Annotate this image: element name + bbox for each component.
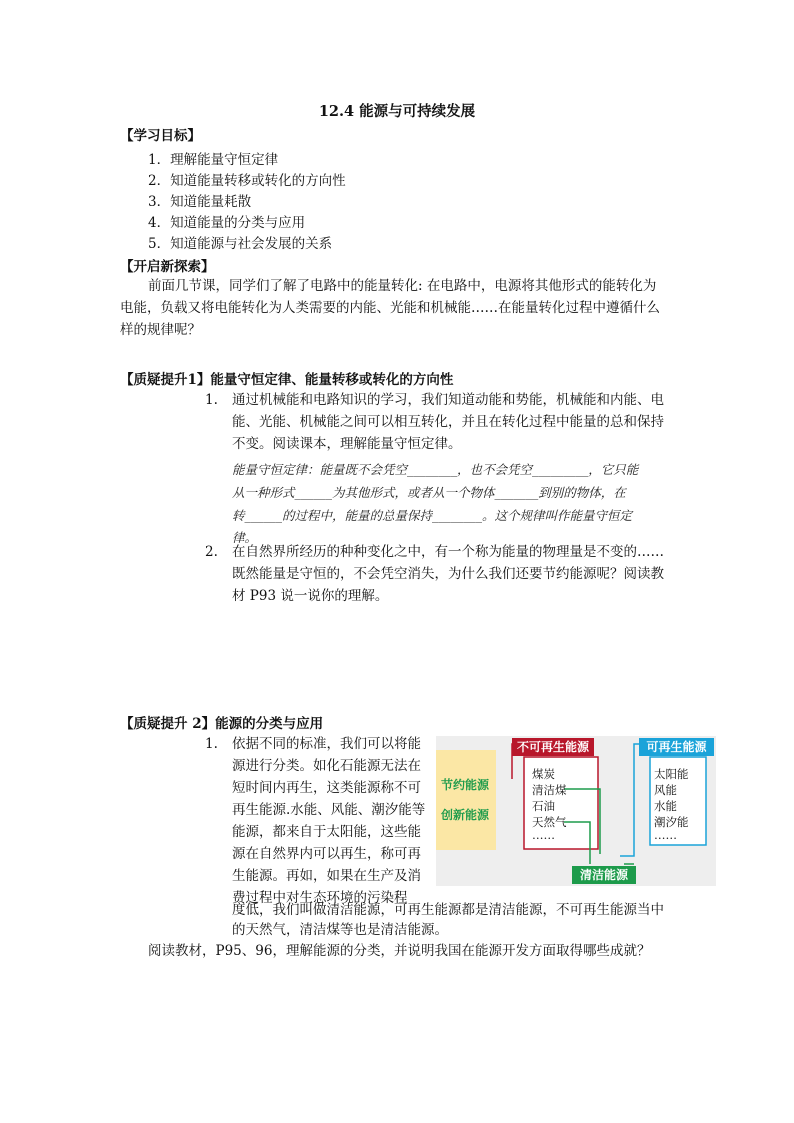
objective-item: 4．知道能量的分类与应用 [148, 215, 306, 231]
section2-line: 度低，我们叫做清洁能源，可再生能源都是清洁能源，不可再生能源当中 [232, 902, 664, 918]
section2-header: 【质疑提升 2】能源的分类与应用 [120, 716, 324, 732]
section1-line: 在自然界所经历的种种变化之中，有一个称为能量的物理量是不变的…… [232, 544, 664, 560]
law-line: 律。 [232, 530, 258, 545]
nonrenewable-label: 不可再生能源 [512, 738, 594, 756]
reading-prompt: 阅读教材，P95、96，理解能源的分类，并说明我国在能源开发方面取得哪些成就？ [148, 943, 651, 959]
section2-line: 费过程中对生态环境的污染程 [232, 890, 408, 906]
nonrenewable-item: 清洁煤 [532, 783, 567, 797]
section1-line: 能、光能、机械能之间可以相互转化，并且在转化过程中能量的总和保持 [232, 414, 664, 430]
renewable-item: 风能 [654, 783, 677, 797]
section2-line: 依据不同的标准，我们可以将能 [232, 736, 421, 752]
section2-line: 源进行分类。如化石能源无法在 [232, 758, 421, 774]
item-number: 1. [205, 736, 218, 752]
law-line: 能量守恒定律：能量既不会凭空________，也不会凭空_________，它只能 [232, 462, 639, 477]
renewable-item: 太阳能 [654, 767, 689, 781]
nonrenewable-item: …… [532, 828, 555, 842]
nonrenewable-item: 天然气 [532, 815, 567, 829]
section2-line: 的天然气，清洁煤等也是清洁能源。 [232, 922, 448, 938]
section1-line: 材 P93 说一说你的理解。 [232, 588, 389, 604]
item-number: 2. [205, 544, 218, 560]
section1-line: 既然能量是守恒的，不会凭空消失，为什么我们还要节约能源呢？阅读教 [232, 566, 664, 582]
section2-line: 短时间内再生，这类能源称不可 [232, 780, 421, 796]
item-number: 1. [205, 392, 218, 408]
explore-header: 【开启新探索】 [120, 259, 215, 275]
innovation-label: 创新能源 [441, 808, 490, 822]
section1-line: 不变。阅读课本，理解能量守恒定律。 [232, 436, 462, 452]
explore-line: 样的规律呢？ [120, 322, 201, 338]
saving-innovation-box [436, 750, 496, 850]
objectives-header: 【学习目标】 [120, 128, 201, 144]
objective-item: 3．知道能量耗散 [148, 194, 252, 210]
renewable-item: 水能 [654, 799, 677, 813]
renewable-item: 潮汐能 [654, 815, 689, 829]
section1-header: 【质疑提升1】能量守恒定律、能量转移或转化的方向性 [120, 372, 454, 388]
renewable-item: …… [654, 828, 677, 842]
objective-item: 2．知道能量转移或转化的方向性 [148, 173, 346, 189]
section2-line: 能源，都来自于太阳能，这些能 [232, 824, 421, 840]
section2-line: 生能源。再如，如果在生产及消 [232, 868, 421, 884]
law-line: 转______的过程中，能量的总量保持________。这个规律叫作能量守恒定 [232, 508, 633, 523]
clean-label: 清洁能源 [572, 866, 636, 884]
law-line: 从一种形式______为其他形式，或者从一个物体_______到别的物体，在 [232, 485, 626, 500]
objective-item: 5．知道能源与社会发展的关系 [148, 236, 333, 252]
renewable-connector [620, 744, 644, 856]
nonrenewable-item: 煤炭 [532, 767, 555, 781]
explore-line: 前面几节课，同学们了解了电路中的能量转化: 在电路中，电源将其他形式的能转化为 [148, 278, 657, 294]
renewable-label: 可再生能源 [639, 738, 714, 756]
objective-item: 1．理解能量守恒定律 [148, 152, 279, 168]
section2-line: 源在自然界内可以再生，称可再 [232, 846, 421, 862]
section1-line: 通过机械能和电路知识的学习，我们知道动能和势能，机械能和内能、电 [232, 392, 664, 408]
energy-classification-diagram [436, 736, 716, 886]
page-title: 12.4 能源与可持续发展 [318, 103, 476, 120]
explore-line: 电能，负载又将电能转化为人类需要的内能、光能和机械能……在能量转化过程中遵循什么 [120, 300, 660, 316]
nonrenewable-item: 石油 [532, 799, 555, 813]
saving-label: 节约能源 [441, 778, 490, 792]
section2-line: 再生能源.水能、风能、潮汐能等 [232, 802, 426, 818]
